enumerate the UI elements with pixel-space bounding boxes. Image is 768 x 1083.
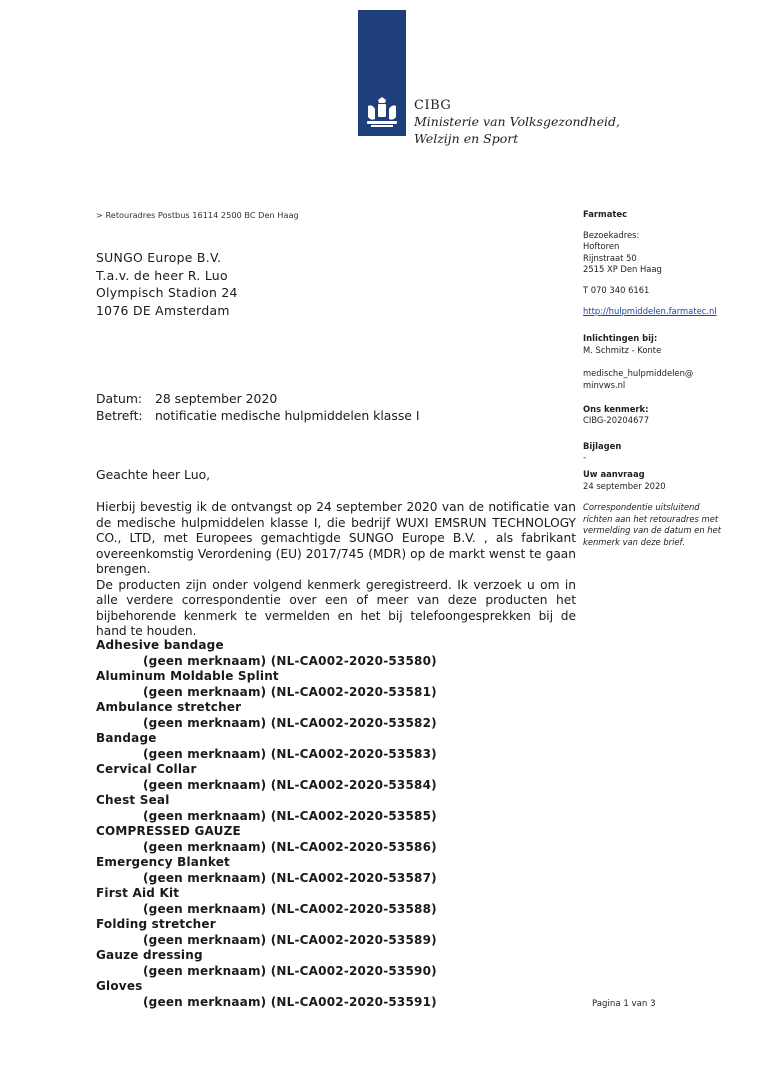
website-link[interactable]: http://hulpmiddelen.farmatec.nl [583, 305, 717, 316]
visit-address-line: 2515 XP Den Haag [583, 264, 662, 275]
reference-value: CIBG-20204677 [583, 415, 650, 426]
correspondence-note: richten aan het retouradres met [583, 513, 719, 524]
email-line: minvws.nl [583, 379, 626, 390]
list-item [96, 700, 516, 731]
product-name: Emergency Blanket [96, 855, 230, 869]
date-row [96, 390, 420, 407]
recipient-line: SUNGO Europe B.V. [96, 250, 222, 265]
correspondence-note: kenmerk van deze brief. [583, 536, 686, 547]
list-item [96, 824, 516, 855]
info-label: Inlichtingen bij: [583, 333, 658, 344]
sender-sidebar [583, 209, 753, 548]
ministry-name [414, 98, 620, 147]
list-item [96, 855, 516, 886]
recipient-address [96, 249, 238, 319]
product-name: Gloves [96, 979, 143, 993]
product-name: Cervical Collar [96, 762, 197, 776]
body-paragraph: Hierbij bevestig ik de ontvangst op 24 september 2020 van de notificatie van de medische hulpmiddelen klasse I, die bedrijf WUXI EMSRUN TECHNOLOGY CO., LTD, met Europees gemachtigde SUNGO Europe B.V. , als fabrikant overeenkomstig Verordening (EU) 2017/745 (MDR) op de markt wenst te gaan brengen. [96, 500, 576, 576]
return-address: > Retouradres Postbus 16114 2500 BC Den Haag [96, 210, 299, 220]
product-code: (geen merknaam) (NL-CA002-2020-53587) [143, 870, 437, 885]
product-name: First Aid Kit [96, 886, 180, 900]
coat-of-arms-icon [358, 94, 406, 134]
salutation: Geachte heer Luo, [96, 467, 211, 482]
product-code: (geen merknaam) (NL-CA002-2020-53581) [143, 684, 437, 699]
list-item [96, 948, 516, 979]
org-acronym: CIBG [414, 98, 452, 113]
email-line: medische_hulpmiddelen@ [583, 368, 694, 379]
recipient-line: T.a.v. de heer R. Luo [96, 267, 228, 283]
visit-address-label: Bezoekadres: [583, 229, 640, 240]
correspondence-note: Correspondentie uitsluitend [583, 502, 700, 513]
sidebar-org: Farmatec [583, 209, 628, 219]
list-item [96, 917, 516, 948]
phone-number: T 070 340 6161 [583, 284, 650, 295]
list-item [96, 638, 516, 669]
recipient-line: Olympisch Stadion 24 [96, 285, 238, 300]
list-item [96, 793, 516, 824]
request-date: 24 september 2020 [583, 480, 666, 491]
product-name: COMPRESSED GAUZE [96, 824, 241, 838]
product-code: (geen merknaam) (NL-CA002-2020-53588) [143, 901, 437, 916]
letter-body [96, 500, 576, 640]
ministry-line-2: Welzijn en Sport [414, 131, 519, 146]
date-label: Datum: [96, 391, 143, 406]
product-code: (geen merknaam) (NL-CA002-2020-53591) [143, 994, 437, 1009]
list-item [96, 731, 516, 762]
info-contact-name: M. Schmitz - Konte [583, 344, 662, 355]
page-number: Pagina 1 van 3 [592, 999, 656, 1009]
product-code: (geen merknaam) (NL-CA002-2020-53583) [143, 746, 437, 761]
attachments-value: - [583, 452, 587, 463]
rijksoverheid-logo [358, 10, 406, 136]
product-code: (geen merknaam) (NL-CA002-2020-53589) [143, 932, 437, 947]
product-name: Aluminum Moldable Splint [96, 669, 279, 683]
letter-meta [96, 390, 420, 424]
product-list [96, 638, 516, 1010]
date-value: 28 september 2020 [154, 391, 278, 406]
product-name: Ambulance stretcher [96, 700, 242, 714]
ministry-line-1: Ministerie van Volksgezondheid, [414, 114, 620, 129]
product-code: (geen merknaam) (NL-CA002-2020-53584) [143, 777, 437, 792]
list-item [96, 762, 516, 793]
attachments-label: Bijlagen [583, 440, 622, 451]
subject-value: notificatie medische hulpmiddelen klasse I [154, 408, 420, 423]
list-item [96, 886, 516, 917]
visit-address-line: Rijnstraat 50 [583, 252, 637, 263]
product-code: (geen merknaam) (NL-CA002-2020-53586) [143, 839, 437, 854]
request-label: Uw aanvraag [583, 468, 645, 479]
list-item [96, 979, 516, 1010]
product-name: Adhesive bandage [96, 638, 224, 652]
product-code: (geen merknaam) (NL-CA002-2020-53585) [143, 808, 437, 823]
list-item [96, 669, 516, 700]
visit-address-line: Hoftoren [583, 241, 620, 252]
product-name: Chest Seal [96, 793, 170, 807]
correspondence-note: vermelding van de datum en het [583, 525, 722, 536]
recipient-line: 1076 DE Amsterdam [96, 302, 230, 318]
product-name: Gauze dressing [96, 948, 203, 962]
product-code: (geen merknaam) (NL-CA002-2020-53580) [143, 653, 437, 668]
product-name: Bandage [96, 731, 157, 745]
product-code: (geen merknaam) (NL-CA002-2020-53582) [143, 715, 437, 730]
reference-label: Ons kenmerk: [583, 403, 649, 414]
subject-row [96, 407, 420, 424]
body-paragraph: De producten zijn onder volgend kenmerk geregistreerd. Ik verzoek u om in alle verdere correspondentie over een of meer van deze producten het bijbehorende kenmerk te vermelden en het bij telefoongesprekken bij de hand te houden. [96, 577, 576, 638]
product-code: (geen merknaam) (NL-CA002-2020-53590) [143, 963, 437, 978]
subject-label: Betreft: [96, 408, 143, 423]
product-name: Folding stretcher [96, 917, 216, 931]
